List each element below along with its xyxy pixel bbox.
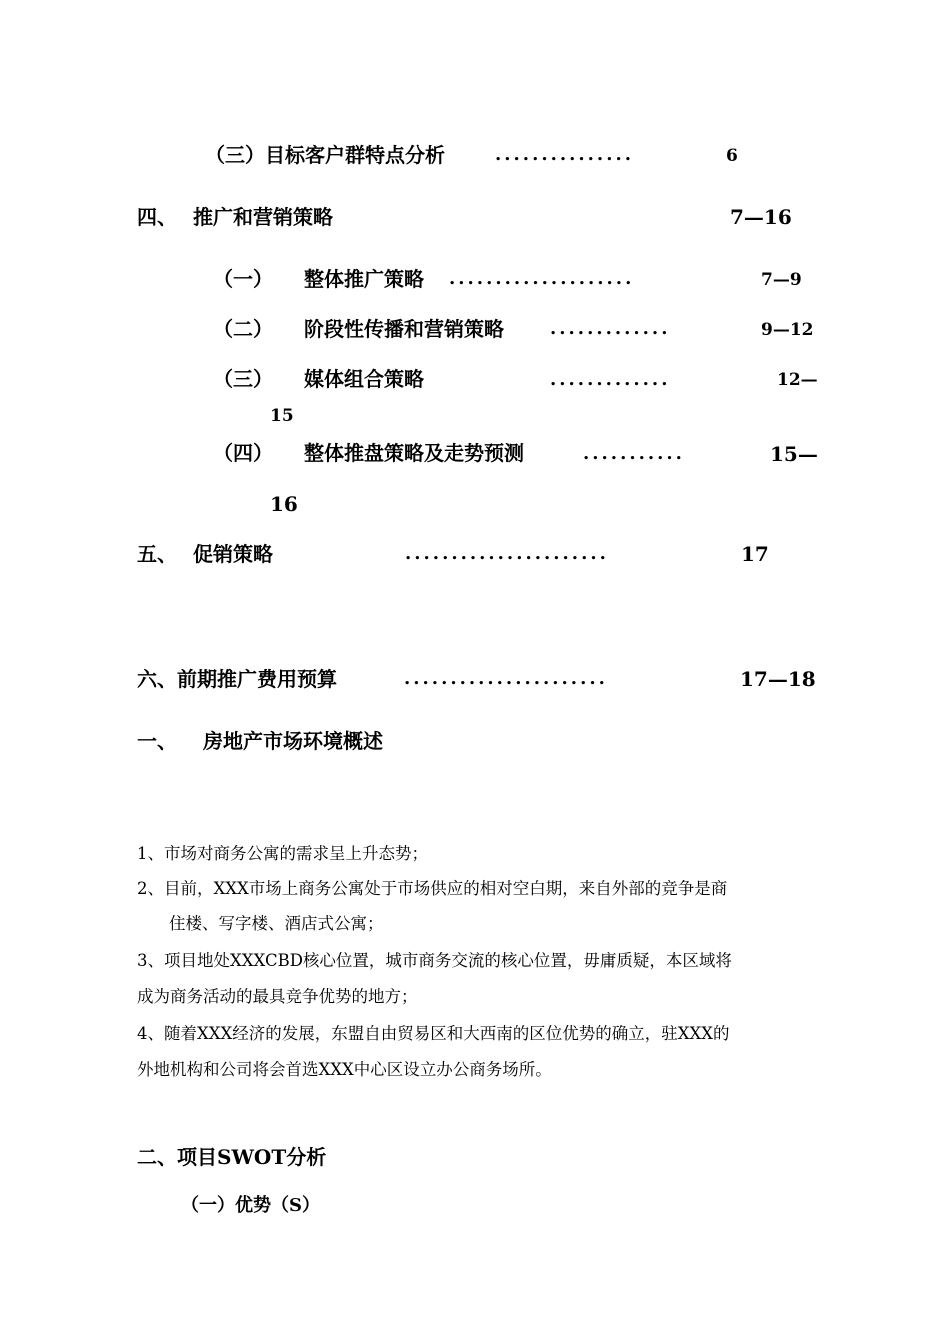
toc-row-4-2-page: 9—12 xyxy=(761,320,814,340)
chapter-1-item-4-line-2: 外地机构和公司将会首选XXX中心区设立办公商务场所。 xyxy=(137,1060,552,1079)
chapter-1-item-3-line-2: 成为商务活动的最具竞争优势的地方； xyxy=(137,987,418,1006)
chapter-1-item-1: 1、市场对商务公寓的需求呈上升态势； xyxy=(137,844,428,863)
chapter-1-item-4-line-1: 4、随着XXX经济的发展，东盟自由贸易区和大西南的区位优势的确立，驻XXX的 xyxy=(137,1024,730,1043)
toc-row-4-4-num: （四） xyxy=(213,441,273,465)
toc-row-4-4-page: 15— xyxy=(770,442,818,466)
chapter-1-item-2-line-2: 住楼、写字楼、酒店式公寓； xyxy=(169,914,384,933)
chapter-1-item-2-line-1: 2、目前，XXX市场上商务公寓处于市场供应的相对空白期，来自外部的竞争是商 xyxy=(137,879,728,898)
toc-row-3-3-label: （三）目标客户群特点分析 xyxy=(205,143,445,167)
toc-row-4-1-num: （一） xyxy=(213,267,273,291)
toc-row-4-3-num: （三） xyxy=(213,367,273,391)
toc-row-3-3-page: 6 xyxy=(726,146,738,166)
toc-section-5-page: 17 xyxy=(741,542,769,566)
toc-section-4-num: 四、 xyxy=(137,205,177,229)
toc-section-4-label: 推广和营销策略 xyxy=(193,205,333,229)
toc-row-4-3-page: 12— xyxy=(777,370,818,390)
toc-row-4-2-num: （二） xyxy=(213,317,273,341)
chapter-1-number: 一、 xyxy=(137,729,177,753)
chapter-2-subsection-1: （一）优势（S） xyxy=(181,1195,320,1216)
toc-row-4-4-dots: ........... xyxy=(583,443,685,464)
chapter-2-title: 二、项目SWOT分析 xyxy=(137,1145,327,1169)
toc-row-4-1-label: 整体推广策略 xyxy=(304,267,424,291)
toc-section-5-label: 促销策略 xyxy=(193,542,273,566)
toc-row-4-3-dots: ............. xyxy=(550,369,671,390)
toc-section-6-dots: ...................... xyxy=(404,668,608,689)
toc-section-6-label: 六、前期推广费用预算 xyxy=(137,667,337,691)
toc-row-4-3-page-cont: 15 xyxy=(270,406,294,426)
toc-row-3-3-dots: ............... xyxy=(495,144,634,165)
toc-row-4-4-label: 整体推盘策略及走势预测 xyxy=(304,441,524,465)
toc-row-4-1-page: 7—9 xyxy=(761,270,802,290)
toc-section-4-page: 7—16 xyxy=(730,205,792,229)
toc-section-5-num: 五、 xyxy=(137,542,177,566)
chapter-1-title: 房地产市场环境概述 xyxy=(203,729,383,753)
toc-row-4-1-dots: .................... xyxy=(449,268,635,289)
toc-row-4-4-page-cont: 16 xyxy=(270,492,298,516)
toc-section-5-dots: ...................... xyxy=(405,543,609,564)
chapter-1-item-3-line-1: 3、项目地处XXXCBD核心位置，城市商务交流的核心位置，毋庸质疑，本区域将 xyxy=(137,951,732,970)
toc-section-6-page: 17—18 xyxy=(740,667,816,691)
toc-row-4-3-label: 媒体组合策略 xyxy=(304,367,424,391)
toc-row-4-2-dots: ............. xyxy=(550,318,671,339)
toc-row-4-2-label: 阶段性传播和营销策略 xyxy=(304,317,504,341)
